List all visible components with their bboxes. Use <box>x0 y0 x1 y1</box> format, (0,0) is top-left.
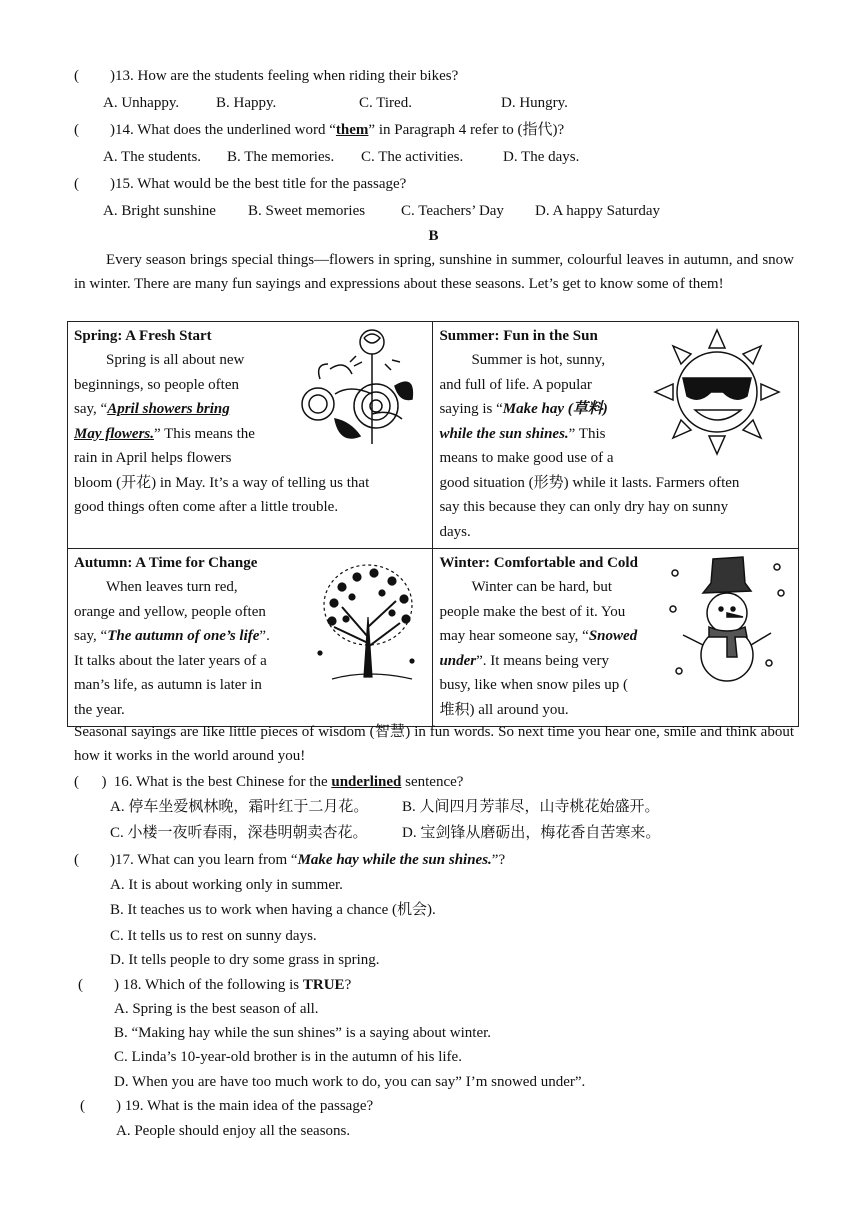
answer-blank[interactable]: ( <box>74 122 79 138</box>
card-winter <box>433 549 799 727</box>
answer-blank[interactable]: ( <box>80 1098 85 1114</box>
text-line: man’s life, as autumn is later in <box>74 677 262 693</box>
card-autumn <box>68 549 433 727</box>
underlined-saying: April showers bring <box>107 401 230 417</box>
q14-options <box>103 148 579 166</box>
text-line: saying is “ <box>439 401 503 417</box>
option-c: C. The activities. <box>361 149 464 165</box>
emphasis-word: TRUE <box>302 977 345 993</box>
sun-with-sunglasses-icon <box>651 326 783 456</box>
option-b: B. Sweet memories <box>248 203 366 219</box>
option-d: D. It tells people to dry some grass in spring. <box>110 952 380 968</box>
underlined-saying: May flowers. <box>74 425 154 442</box>
text-line: beginnings, so people often <box>74 376 239 393</box>
answer-blank[interactable]: ( <box>78 977 83 993</box>
option-a: A. Spring is the best season of all. <box>114 1001 319 1017</box>
text-line: Spring is all about new <box>106 352 245 368</box>
text-line: Summer is hot, sunny, <box>471 352 606 368</box>
text-line: means to make good use of a <box>439 450 614 466</box>
card-title: Autumn: A Time for Change <box>74 555 258 571</box>
text-line: good things often come after a little trouble. <box>74 499 339 515</box>
text-line: say, “ <box>74 628 108 644</box>
option-a: A. People should enjoy all the seasons. <box>116 1123 351 1139</box>
option-c: C. It tells us to rest on sunny days. <box>110 928 317 944</box>
text-line: ”. It means being very <box>476 652 610 669</box>
underlined-word: them <box>335 122 369 138</box>
option-b: B. “Making hay while the sun shines” is a saying about winter. <box>114 1025 492 1041</box>
saying-text: Snowed <box>588 628 638 644</box>
q16-options-row2 <box>110 824 660 842</box>
q15-options <box>103 202 660 220</box>
option-c: C. 小楼一夜听春雨，深巷明朝卖杏花。 <box>110 825 368 841</box>
answer-blank[interactable]: ( ) <box>74 774 107 790</box>
saying-text: Make hay (草料) <box>502 401 608 417</box>
question-stem: )17. What can you learn from “ <box>110 852 298 868</box>
question-stem-end: ”? <box>491 852 506 868</box>
text-line: When leaves turn red, <box>106 579 238 595</box>
text-line: rain in April helps flowers <box>74 450 232 466</box>
saying-text: under <box>439 652 477 669</box>
text-line: ” This means the <box>154 425 255 442</box>
text-line: the year. <box>74 701 125 718</box>
option-a: A. It is about working only in summer. <box>110 877 343 893</box>
option-b: B. It teaches us to work when having a chance (机会). <box>110 902 436 918</box>
question-stem-end: ” in Paragraph 4 refer to (指代)? <box>368 122 565 138</box>
answer-blank[interactable]: ( <box>74 176 79 192</box>
option-b: B. The memories. <box>227 149 335 165</box>
question-15 <box>74 175 406 193</box>
text-line: ” This <box>568 425 606 442</box>
text-line: say, “ <box>74 401 108 417</box>
saying-text: while the sun shines. <box>439 425 569 442</box>
card-summer <box>433 322 799 549</box>
intro-paragraph: Every season brings special things—flowers in spring, sunshine in summer, colourful leaves in autumn, and snow in winter. There are many fun sayings and expressions about these seasons. Let’s get to know some of them! <box>74 252 794 292</box>
closing-paragraph: Seasonal sayings are like little pieces of wisdom (智慧) in fun words. So next time you hear one, smile and think about how it works in the world around you! <box>74 724 794 764</box>
card-title: Winter: Comfortable and Cold <box>439 555 638 571</box>
section-heading: B <box>428 228 439 244</box>
text-line: say this because they can only dry hay on sunny <box>439 499 729 515</box>
question-16 <box>74 773 463 791</box>
text-line: good situation (形势) while it lasts. Farmers often <box>439 474 740 491</box>
question-19 <box>80 1097 373 1115</box>
question-number: )14. <box>110 122 134 138</box>
q16-options-row1 <box>110 798 660 816</box>
option-d: D. When you are have too much work to do, you can say” I’m snowed under”. <box>114 1074 586 1090</box>
question-18 <box>78 976 351 994</box>
question-13 <box>74 67 458 85</box>
text-line: It talks about the later years of a <box>74 652 267 669</box>
text-line: 堆积) all around you. <box>439 701 569 718</box>
option-c: C. Teachers’ Day <box>401 203 504 219</box>
question-stem: What does the underlined word “ <box>137 122 336 138</box>
question-number: )15. <box>110 176 134 192</box>
text-line: days. <box>439 523 471 540</box>
card-spring <box>68 322 433 549</box>
question-stem: 16. What is the best Chinese for the <box>113 774 332 790</box>
question-stem: How are the students feeling when riding their bikes? <box>137 68 459 84</box>
text-line: ”. <box>259 628 270 644</box>
text-line: bloom (开花) in May. It’s a way of telling us that <box>74 474 370 491</box>
question-stem: ) 18. Which of the following is <box>114 977 303 993</box>
option-a: A. The students. <box>103 149 202 165</box>
option-b: B. Happy. <box>216 95 277 111</box>
text-line: may hear someone say, “ <box>439 628 589 644</box>
option-a: A. Bright sunshine <box>103 203 216 219</box>
text-line: and full of life. A popular <box>439 376 592 393</box>
underlined-word: underlined <box>331 774 402 790</box>
option-d: D. 宝剑锋从磨砺出，梅花香自苦寒来。 <box>402 825 661 841</box>
option-a: A. 停车坐爱枫林晚，霜叶红于二月花。 <box>110 799 369 815</box>
snowman-icon <box>669 553 789 687</box>
text-line: orange and yellow, people often <box>74 603 266 620</box>
saying-text: Make hay while the sun shines. <box>297 852 492 868</box>
question-17 <box>74 851 505 869</box>
question-stem-end: sentence? <box>401 774 464 790</box>
question-stem: What would be the best title for the passage? <box>137 176 407 192</box>
option-a: A. Unhappy. <box>103 95 180 111</box>
question-number: )13. <box>110 68 134 84</box>
option-d: D. A happy Saturday <box>535 203 660 219</box>
card-title: Spring: A Fresh Start <box>74 328 212 344</box>
question-stem: ) 19. What is the main idea of the passage? <box>116 1098 374 1114</box>
text-line: Winter can be hard, but <box>471 579 613 595</box>
question-stem-end: ? <box>344 977 352 993</box>
text-line: busy, like when snow piles up ( <box>439 677 629 693</box>
option-c: C. Tired. <box>359 95 412 111</box>
autumn-tree-icon <box>312 557 422 685</box>
answer-blank[interactable]: ( <box>74 852 79 868</box>
saying-text: The autumn of one’s life <box>107 628 260 644</box>
text-line: people make the best of it. You <box>439 603 626 620</box>
answer-blank[interactable]: ( <box>74 68 79 84</box>
season-cards-table <box>67 321 799 727</box>
q13-options <box>103 94 568 112</box>
option-d: D. Hungry. <box>501 95 568 111</box>
card-title: Summer: Fun in the Sun <box>439 328 598 344</box>
option-d: D. The days. <box>503 149 580 165</box>
rose-flower-icon <box>290 324 420 454</box>
option-b: B. 人间四月芳菲尽，山寺桃花始盛开。 <box>402 799 660 815</box>
option-c: C. Linda’s 10-year-old brother is in the autumn of his life. <box>114 1049 462 1065</box>
question-14 <box>74 121 564 139</box>
